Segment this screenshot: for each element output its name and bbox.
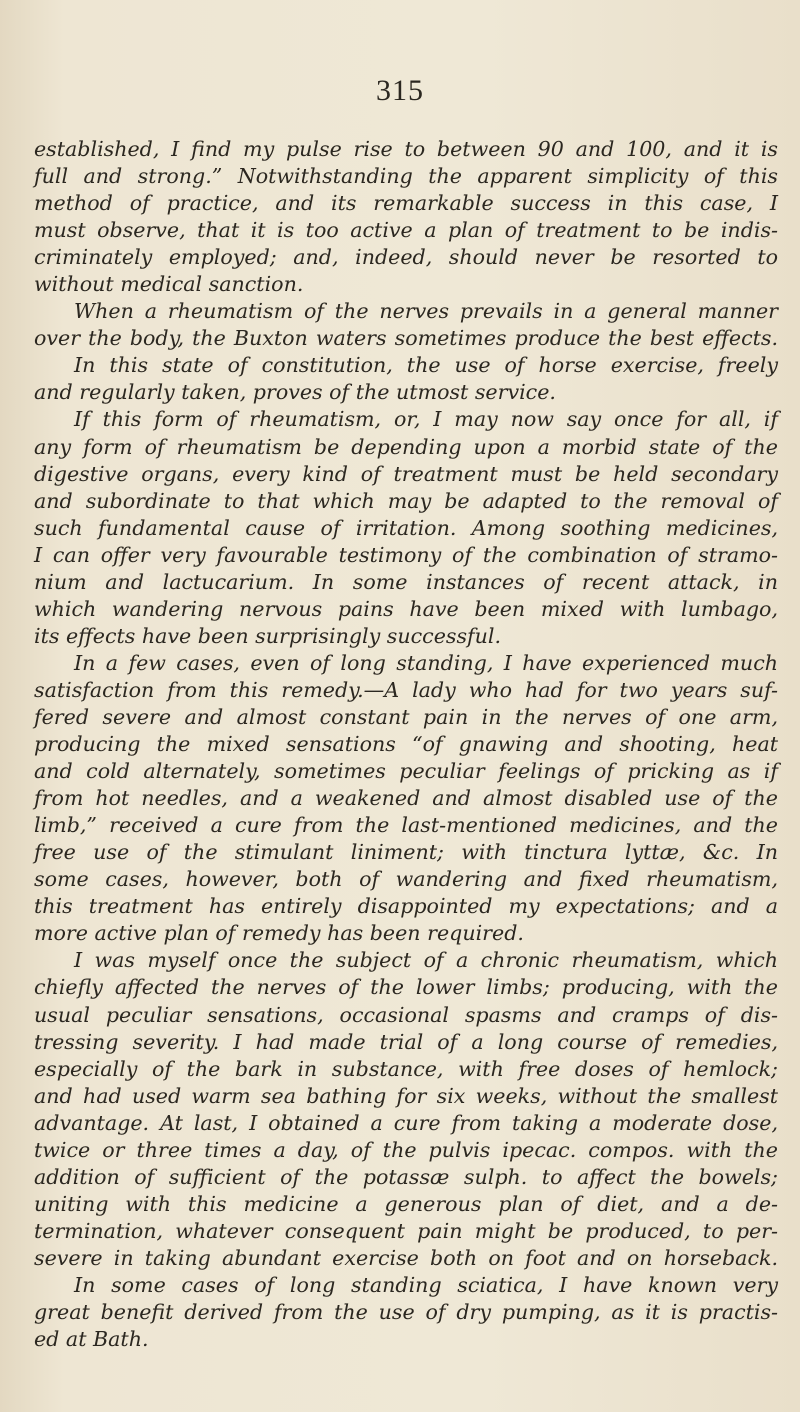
text-line: If this form of rheumatism, or, I may now say once for all, if bbox=[74, 407, 778, 432]
text-line: method of practice, and its remarkable success in this case, I bbox=[34, 191, 778, 216]
text-line: over the body, the Buxton waters sometimes produce the best effects. bbox=[34, 326, 778, 351]
text-line: which wandering nervous pains have been mixed with lumbago, bbox=[34, 596, 778, 621]
text-line: tressing severity. I had made trial of a long course of remedies, bbox=[34, 1029, 778, 1054]
text-line: ed at Bath. bbox=[34, 1327, 149, 1352]
text-line: without medical sanction. bbox=[34, 272, 304, 297]
text-line: addition of sufficient of the potassæ sulph. to affect the bowels; bbox=[34, 1164, 778, 1189]
text-line: and subordinate to that which may be adapted to the removal of bbox=[34, 488, 778, 513]
text-line: I was myself once the subject of a chronic rheumatism, which bbox=[74, 948, 778, 973]
text-line: uniting with this medicine a generous plan of diet, and a de- bbox=[34, 1191, 778, 1216]
page-number: 315 bbox=[376, 74, 424, 107]
text-line: digestive organs, every kind of treatment must be held secondary bbox=[34, 461, 778, 486]
text-line: usual peculiar sensations, occasional spasms and cramps of dis- bbox=[34, 1002, 778, 1027]
text-line: such fundamental cause of irritation. Among soothing medicines, bbox=[34, 515, 778, 540]
text-line: producing the mixed sensations “of gnawing and shooting, heat bbox=[34, 732, 778, 757]
body-text bbox=[34, 136, 778, 1353]
text-line: In this state of constitution, the use of horse exercise, freely bbox=[74, 353, 778, 378]
text-line: more active plan of remedy has been required. bbox=[34, 921, 524, 946]
text-line: great benefit derived from the use of dry pumping, as it is practis- bbox=[34, 1300, 778, 1325]
text-line: must observe, that it is too active a plan of treatment to be indis- bbox=[34, 218, 778, 243]
text-line: free use of the stimulant liniment; with tinctura lyttæ, &c. In bbox=[34, 840, 778, 865]
text-line: full and strong.” Notwithstanding the apparent simplicity of this bbox=[34, 164, 778, 189]
text-line: especially of the bark in substance, with free doses of hemlock; bbox=[34, 1056, 778, 1081]
text-line: fered severe and almost constant pain in the nerves of one arm, bbox=[34, 704, 778, 729]
text-line: this treatment has entirely disappointed my expectations; and a bbox=[34, 894, 778, 919]
text-line: When a rheumatism of the nerves prevails in a general manner bbox=[74, 299, 778, 324]
text-line: some cases, however, both of wandering and fixed rheumatism, bbox=[34, 867, 778, 892]
text-line: limb,” received a cure from the last-mentioned medicines, and the bbox=[34, 813, 778, 838]
text-line: and cold alternately, sometimes peculiar feelings of pricking as if bbox=[34, 759, 778, 784]
text-line: severe in taking abundant exercise both on foot and on horseback. bbox=[34, 1245, 778, 1270]
text-line: from hot needles, and a weakened and almost disabled use of the bbox=[34, 786, 778, 811]
text-line: established, I find my pulse rise to between 90 and 100, and it is bbox=[34, 137, 778, 161]
text-line: and regularly taken, proves of the utmost service. bbox=[34, 380, 556, 405]
text-line: twice or three times a day, of the pulvis ipecac. compos. with the bbox=[34, 1137, 778, 1162]
text-line: satisfaction from this remedy.—A lady who had for two years suf- bbox=[34, 677, 778, 702]
text-line: its effects have been surprisingly successful. bbox=[34, 623, 502, 648]
text-line: any form of rheumatism be depending upon a morbid state of the bbox=[34, 434, 778, 459]
text-line: and had used warm sea bathing for six weeks, without the smallest bbox=[34, 1083, 778, 1108]
text-line: advantage. At last, I obtained a cure from taking a moderate dose, bbox=[34, 1110, 778, 1135]
text-line: nium and lactucarium. In some instances of recent attack, in bbox=[34, 569, 778, 594]
text-line: chiefly affected the nerves of the lower limbs; producing, with the bbox=[34, 975, 778, 1000]
text-line: criminately employed; and, indeed, should never be resorted to bbox=[34, 245, 778, 270]
text-line: In a few cases, even of long standing, I have experienced much bbox=[74, 650, 778, 675]
text-line: termination, whatever consequent pain might be produced, to per- bbox=[34, 1218, 778, 1243]
text-line: I can offer very favourable testimony of the combination of stramo- bbox=[34, 542, 778, 567]
text-line: In some cases of long standing sciatica, I have known very bbox=[74, 1272, 778, 1297]
